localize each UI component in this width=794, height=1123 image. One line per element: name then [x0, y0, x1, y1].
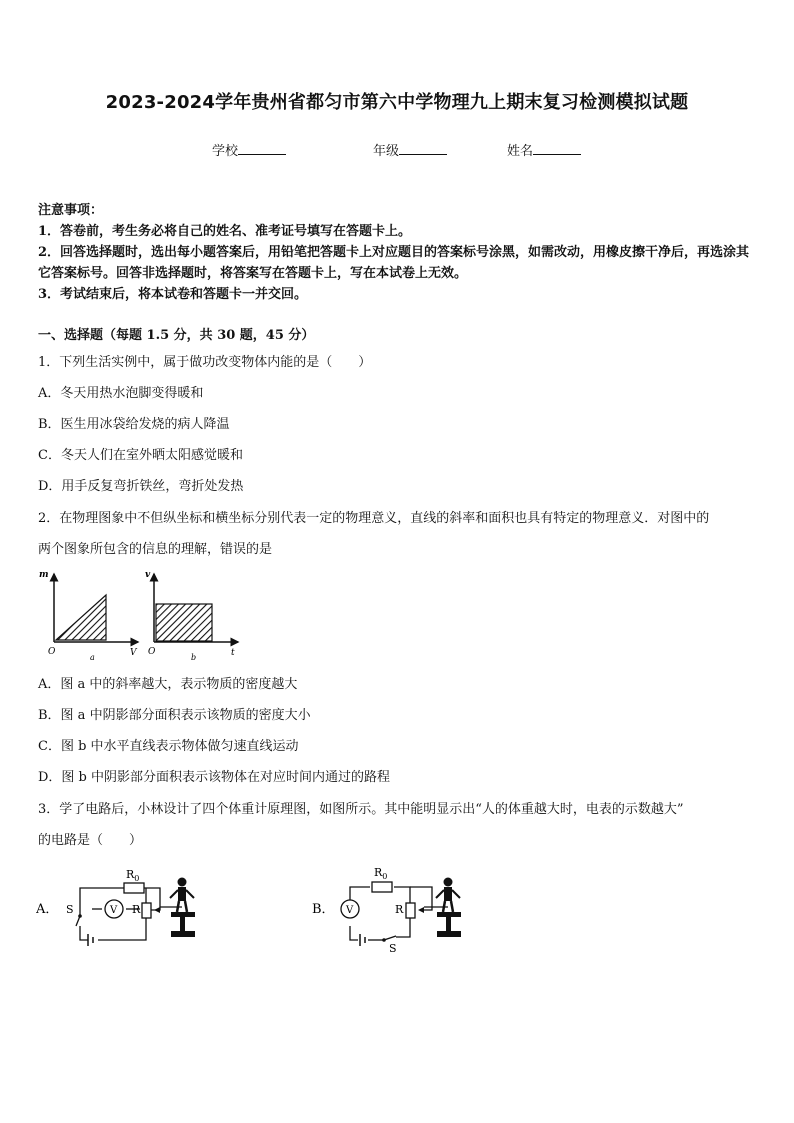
grade-field [373, 140, 447, 159]
graph-a-origin: O [48, 647, 56, 657]
question-stem: 2．在物理图象中不但纵坐标和横坐标分别代表一定的物理意义，直线的斜率和面积也具有特定的物理意义．对图中的 [38, 511, 710, 526]
option-c: C．冬天人们在室外晒太阳感觉暖和 [38, 448, 243, 463]
school-blank [238, 142, 286, 155]
circuit-a [36, 860, 216, 955]
question-stem: 3．学了电路后，小林设计了四个体重计原理图，如图所示。其中能明显示出“人的体重越大时，电表的示数越大” [38, 802, 684, 817]
circuit-b-r-resistor [406, 903, 415, 918]
notice-item: 3．考试结束后，将本试卷和答题卡一并交回。 [38, 287, 308, 302]
circuit-a-slider [154, 907, 160, 913]
graph-b-y-label: v [145, 570, 151, 580]
circuit-a-r-resistor [142, 903, 151, 918]
graph-b-x-label: t [231, 648, 235, 658]
option-c: C．图 b 中水平直线表示物体做匀速直线运动 [38, 739, 299, 754]
option-a: A．冬天用热水泡脚变得暖和 [38, 386, 204, 401]
option-b: B．图 a 中阴影部分面积表示该物质的密度大小 [38, 708, 311, 723]
circuit-b-switch-label: S [389, 942, 397, 955]
school-label: 学校 [212, 144, 239, 159]
circuit-b-slider [418, 907, 424, 913]
q2-graphs [32, 566, 252, 666]
page-title: 2023-2024学年贵州省都匀市第六中学物理九上期末复习检测模拟试题 [105, 92, 689, 113]
circuit-a-r0-resistor [124, 883, 144, 893]
circuit-b-label: B． [312, 902, 335, 917]
option-d: D．用手反复弯折铁丝，弯折处发热 [38, 479, 244, 494]
option-d: D．图 b 中阴影部分面积表示该物体在对应时间内通过的路程 [38, 770, 391, 785]
graph-a [39, 570, 138, 662]
circuit-b-voltmeter-label: V [346, 905, 354, 916]
circuit-b-r0-label: $R_0$ [374, 866, 388, 881]
graph-b [145, 570, 238, 662]
circuit-b-switch [384, 936, 396, 940]
question-stem: 1．下列生活实例中，属于做功改变物体内能的是（ ） [38, 355, 372, 370]
circuit-b [312, 860, 492, 955]
name-blank [533, 142, 581, 155]
school-field [212, 140, 286, 159]
graph-a-y-label: m [39, 570, 49, 580]
circuit-a-battery [88, 934, 93, 946]
graph-b-caption: b [191, 653, 197, 662]
question-stem-cont: 的电路是（ ） [38, 833, 143, 848]
circuit-b-wires [350, 887, 432, 940]
circuit-a-switch-label: S [66, 903, 74, 916]
graph-a-x-label: V [130, 648, 137, 658]
circuit-a-voltmeter-label: V [110, 905, 118, 916]
person-on-scale-icon [160, 878, 195, 938]
name-label: 姓名 [507, 144, 534, 159]
graph-a-caption: a [90, 653, 95, 662]
circuit-a-r-label: R [132, 903, 141, 916]
circuit-b-r0-resistor [372, 882, 392, 892]
circuit-a-r0-label: $R_0$ [126, 868, 140, 883]
graph-b-origin: O [148, 647, 156, 657]
circuit-b-battery [360, 934, 365, 946]
notice-heading: 注意事项： [38, 203, 104, 218]
option-a: A．图 a 中的斜率越大，表示物质的密度越大 [38, 677, 298, 692]
name-field [507, 140, 581, 159]
circuit-b-r-label: R [395, 903, 404, 916]
option-b: B．医生用冰袋给发烧的病人降温 [38, 417, 230, 432]
grade-blank [399, 142, 447, 155]
graph-a-shaded-area [56, 595, 106, 640]
circuit-a-label: A． [36, 902, 59, 917]
grade-label: 年级 [373, 144, 400, 159]
notice-item: 2．回答选择题时，选出每小题答案后，用铅笔把答题卡上对应题目的答案标号涂黑，如需改动，用橡皮擦干净后，再选涂其它答案标号。回答非选择题时，将答案写在答题卡上，写在本试卷上无效。 [38, 245, 750, 281]
graph-b-shaded-area [156, 604, 212, 641]
question-stem-cont: 两个图象所包含的信息的理解，错误的是 [38, 542, 273, 557]
section-heading: 一、选择题（每题 1.5 分，共 30 题，45 分） [38, 328, 315, 343]
notice-item: 1．答卷前，考生务必将自己的姓名、准考证号填写在答题卡上。 [38, 224, 412, 239]
